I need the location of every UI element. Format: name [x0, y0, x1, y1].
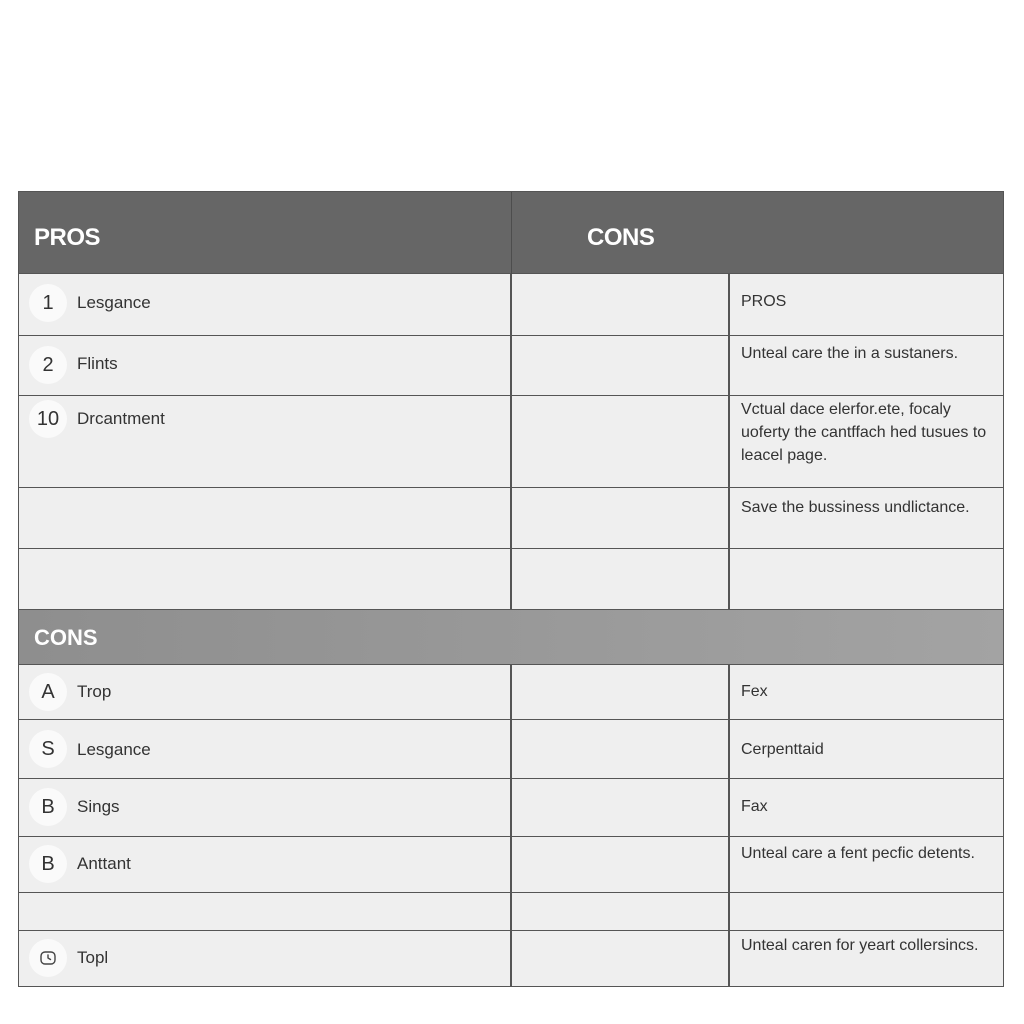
table-row	[19, 549, 1003, 610]
column-divider	[728, 488, 730, 548]
row-letter-badge: B	[29, 845, 67, 883]
row-letter-badge: S	[29, 730, 67, 768]
row-note: Cerpenttaid	[741, 741, 824, 758]
cons-section-header	[19, 610, 1003, 665]
row-note: Save the bussiness undlictance.	[741, 499, 970, 516]
column-divider	[728, 274, 730, 335]
column-divider	[728, 336, 730, 395]
column-divider	[510, 931, 512, 986]
cons-header-title: CONS	[587, 224, 655, 251]
column-divider	[728, 720, 730, 778]
row-note: Vctual dace elerfor.ete, focaly uoferty the cantffach hed tusues to leacel page.	[741, 401, 987, 464]
column-divider	[510, 396, 512, 487]
table-row	[19, 336, 1003, 396]
row-label: Lesgance	[77, 740, 151, 759]
pros-header-title: PROS	[34, 224, 101, 251]
column-divider	[728, 779, 730, 836]
row-label: Flints	[77, 354, 118, 373]
column-divider	[510, 837, 512, 892]
column-divider	[510, 779, 512, 836]
row-letter-badge: A	[29, 673, 67, 711]
row-letter-badge: B	[29, 788, 67, 826]
row-label: Sings	[77, 797, 120, 816]
table-row	[19, 274, 1003, 336]
row-note: Fex	[741, 683, 768, 700]
column-divider	[728, 396, 730, 487]
table-row	[19, 488, 1003, 549]
row-note: PROS	[741, 293, 787, 310]
row-note: Fax	[741, 798, 768, 815]
column-divider	[728, 665, 730, 719]
clock-icon	[29, 939, 67, 977]
row-number-badge: 1	[29, 284, 67, 322]
table-row	[19, 931, 1003, 986]
column-divider	[728, 893, 730, 930]
table-row	[19, 396, 1003, 488]
column-divider	[728, 549, 730, 609]
row-label: Anttant	[77, 854, 131, 873]
table-row	[19, 893, 1003, 931]
table-row	[19, 779, 1003, 837]
column-divider	[510, 893, 512, 930]
row-note: Unteal care the in a sustaners.	[741, 345, 959, 362]
column-divider	[510, 665, 512, 719]
cons-section-title: CONS	[34, 625, 98, 650]
column-divider	[728, 931, 730, 986]
row-number-badge: 2	[29, 346, 67, 384]
column-divider	[510, 336, 512, 395]
column-divider	[510, 549, 512, 609]
table-row	[19, 720, 1003, 779]
table-row	[19, 665, 1003, 720]
row-label: Trop	[77, 682, 112, 701]
column-divider	[728, 837, 730, 892]
column-divider	[510, 488, 512, 548]
table-row	[19, 837, 1003, 893]
row-note: Unteal caren for yeart collersincs.	[741, 937, 979, 954]
row-label: Lesgance	[77, 293, 151, 312]
row-number-badge: 10	[29, 400, 67, 438]
pros-cons-table	[18, 191, 1004, 987]
row-note: Unteal care a fent pecfic detents.	[741, 845, 975, 862]
table-header	[19, 192, 1003, 274]
row-label: Topl	[77, 948, 109, 967]
column-divider	[510, 274, 512, 335]
header-divider	[511, 192, 512, 274]
column-divider	[510, 720, 512, 778]
row-label: Drcantment	[77, 409, 165, 428]
